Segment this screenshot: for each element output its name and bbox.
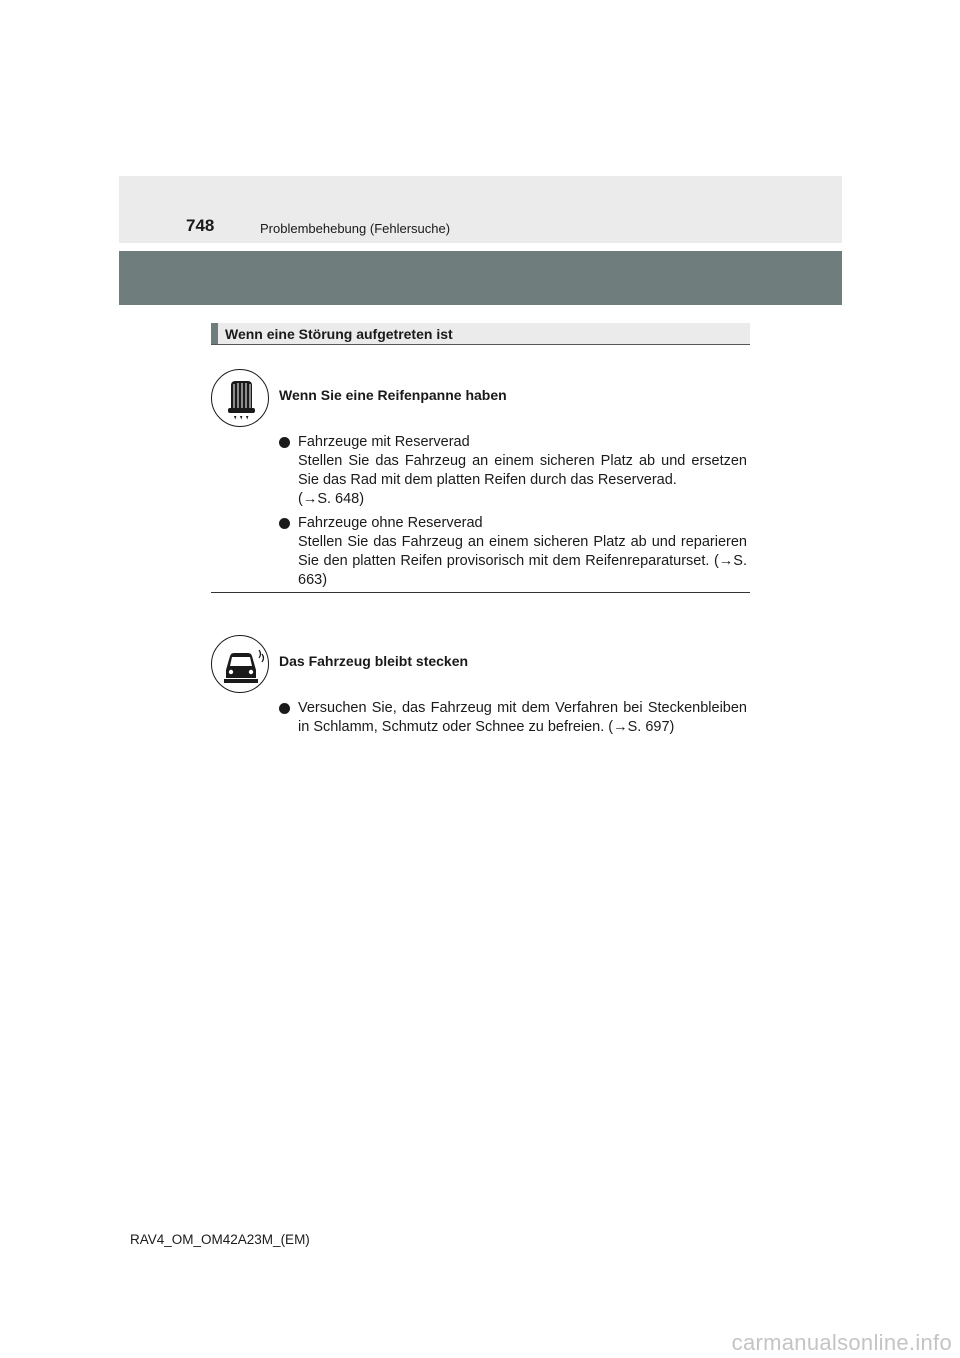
bullet-title: Fahrzeuge mit Reserverad	[298, 434, 470, 450]
bullet-title: Fahrzeuge ohne Reserverad	[298, 515, 483, 531]
running-title: Problembehebung (Fehlersuche)	[260, 221, 451, 236]
flat-tire-icon	[211, 369, 269, 427]
page-reference: (→S. 648)	[298, 491, 365, 507]
bullet-icon	[279, 437, 290, 448]
bullet-text: Versuchen Sie, das Fahrzeug mit dem Verfahren bei Steckenbleiben in Schlamm, Schmutz oder Schnee zu befreien.	[298, 700, 747, 735]
divider	[211, 592, 750, 593]
bullet-icon	[279, 518, 290, 529]
section-header	[211, 323, 750, 345]
stuck-vehicle-icon	[211, 635, 269, 693]
list-item	[279, 699, 747, 737]
bullet-icon	[279, 703, 290, 714]
watermark: carmanualsonline.info	[731, 1330, 952, 1355]
page-reference: (→S. 697)	[608, 719, 675, 735]
section-accent	[211, 323, 218, 344]
document-id: RAV4_OM_OM42A23M_(EM)	[130, 1232, 310, 1247]
list-item	[279, 514, 747, 590]
page-reference: (→S. 663)	[298, 553, 747, 588]
bullet-text: Stellen Sie das Fahrzeug an einem sicheren Platz ab und reparieren Sie den platten Reifen provisorisch mit dem Reifenreparaturset.	[298, 534, 747, 569]
section-title: Wenn eine Störung aufgetreten ist	[225, 326, 453, 342]
page-number: 748	[186, 216, 215, 235]
block-heading-stuck: Das Fahrzeug bleibt stecken	[279, 653, 469, 669]
block-heading-flat-tire: Wenn Sie eine Reifenpanne haben	[279, 387, 507, 403]
header-band	[119, 176, 842, 243]
header-bar	[119, 251, 842, 305]
list-item	[279, 433, 747, 509]
bullet-text: Stellen Sie das Fahrzeug an einem sicheren Platz ab und ersetzen Sie das Rad mit dem platten Reifen durch das Reserverad.	[298, 453, 747, 488]
